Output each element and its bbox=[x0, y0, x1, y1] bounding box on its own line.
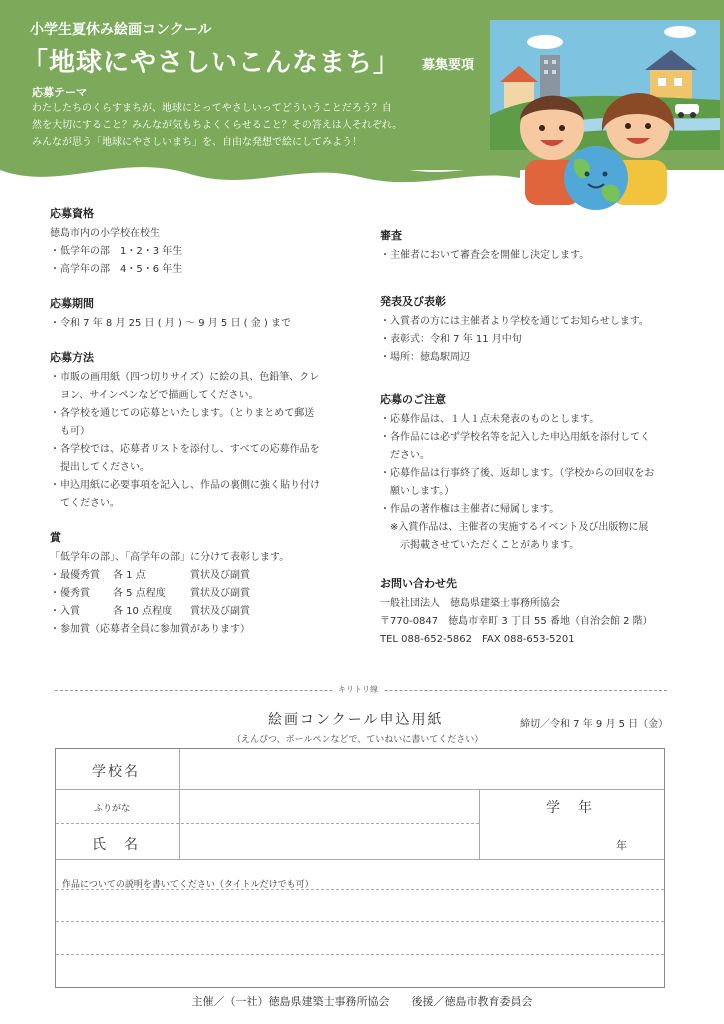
contact-section bbox=[380, 575, 680, 649]
method-line: てください。 bbox=[60, 498, 120, 509]
contest-subtitle: 小学生夏休み絵画コンクール bbox=[30, 22, 212, 38]
description-field[interactable] bbox=[57, 891, 663, 986]
application-form bbox=[55, 748, 665, 988]
announce-line: ・場所：徳島駅周辺 bbox=[380, 352, 470, 363]
eligibility-line: ・低学年の部 1・2・3 年生 bbox=[50, 246, 183, 257]
grade-field[interactable] bbox=[480, 823, 610, 858]
method-line: ・申込用紙に必要事項を記入し、作品の裏側に強く貼り付け bbox=[50, 480, 320, 491]
eligibility-line: 徳島市内の小学校在校生 bbox=[50, 228, 160, 239]
notes-line: ださい。 bbox=[390, 450, 430, 461]
prize-row bbox=[50, 567, 355, 585]
cut-line-label: キリトリ線 bbox=[332, 684, 384, 695]
notes-line: 願いします。） bbox=[390, 486, 455, 497]
method-line: ヨン、サインペンなどで描画してください。 bbox=[60, 390, 259, 401]
theme-line: わたしたちのくらすまちが、地球にとってやさしいってどういうことだろう？自 bbox=[32, 103, 392, 114]
prize-count: 各 1 点 bbox=[113, 570, 146, 581]
method-line: も可） bbox=[60, 426, 90, 437]
announce-line: ・入賞者の方には主催者より学校を通じてお知らせします。 bbox=[380, 316, 649, 327]
prize-count: 各 10 点程度 bbox=[113, 606, 173, 617]
notes-line: ・応募作品は行事終了後、返却します。（学校からの回収をお bbox=[380, 468, 655, 479]
children-earth-illustration bbox=[490, 20, 720, 215]
review-line: ・主催者において審査会を開催し決定します。 bbox=[380, 250, 590, 261]
method-line: ・各学校では、応募者リストを添付し、すべての応募作品を bbox=[50, 444, 320, 455]
notes-remark: ※入賞作品は、主催者の実施するイベント及び出版物に展 bbox=[390, 522, 649, 533]
theme-line: 然を大切にすること？みんなが気もちよくくらせること？その答えは人それぞれ。 bbox=[32, 120, 403, 131]
method-heading: 応募方法 bbox=[50, 351, 94, 364]
description-label: 作品についての説明を書いてください（タイトルだけでも可） bbox=[62, 880, 314, 890]
notes-line: ・各作品には必ず学校名等を記入した申込用紙を添付してく bbox=[380, 432, 650, 443]
prize-count: 各 5 点程度 bbox=[113, 588, 166, 599]
eligibility-section bbox=[50, 205, 355, 279]
period-section bbox=[50, 295, 355, 333]
school-name-field[interactable] bbox=[180, 750, 664, 788]
title-suffix: 募集要項 bbox=[422, 58, 475, 73]
notes-section bbox=[380, 391, 680, 555]
furigana-label: ふりがな bbox=[94, 804, 131, 814]
name-label: 氏 名 bbox=[92, 837, 140, 853]
method-line: 提出してください。 bbox=[60, 462, 150, 473]
period-line: ・令和 7 年 8 月 25 日 ( 月 ) 〜 9 月 5 日 ( 金 ) まで bbox=[50, 318, 291, 329]
notes-heading: 応募のご注意 bbox=[380, 393, 446, 406]
grade-label: 学 年 bbox=[546, 800, 594, 816]
prize-row bbox=[50, 585, 355, 603]
review-heading: 審査 bbox=[380, 229, 402, 242]
prize-heading: 賞 bbox=[50, 531, 61, 544]
method-line: ・市販の画用紙（四つ切りサイズ）に絵の具、色鉛筆、クレ bbox=[50, 372, 320, 383]
contact-line: 〒770-0847 徳島市幸町 3 丁目 55 番地（自治会館 2 階） bbox=[380, 616, 653, 627]
right-column bbox=[380, 227, 680, 665]
announce-section bbox=[380, 293, 680, 367]
announce-line: ・表彰式：令和 7 年 11 月中旬 bbox=[380, 334, 522, 345]
review-section bbox=[380, 227, 680, 265]
grade-unit: 年 bbox=[616, 839, 627, 852]
school-label: 学校名 bbox=[92, 764, 140, 780]
contact-line: TEL 088-652-5862 FAX 088-653-5201 bbox=[380, 634, 575, 645]
theme-line: みんなが思う「地球にやさしいまち」を、自由な発想で絵にしてみよう！ bbox=[32, 137, 362, 148]
theme-text bbox=[32, 100, 452, 151]
prize-award: 賞状及び副賞 bbox=[190, 570, 250, 581]
notes-line: ・応募作品は、１人１点未発表のものとします。 bbox=[380, 414, 600, 425]
prize-intro: 「低学年の部」、「高学年の部」に分けて表彰します。 bbox=[50, 552, 290, 563]
name-field[interactable] bbox=[180, 824, 478, 858]
notes-remark: 示掲載させていただくことがあります。 bbox=[400, 540, 580, 551]
form-deadline: 締切／令和 7 年 9 月 5 日（金） bbox=[520, 719, 669, 730]
left-column bbox=[50, 205, 355, 655]
form-note: （えんぴつ、ボールペンなどで、ていねいに書いてください） bbox=[232, 735, 484, 745]
furigana-field[interactable] bbox=[180, 790, 478, 822]
eligibility-heading: 応募資格 bbox=[50, 207, 94, 220]
prize-row bbox=[50, 603, 355, 621]
eligibility-line: ・高学年の部 4・5・6 年生 bbox=[50, 264, 183, 275]
method-section bbox=[50, 349, 355, 513]
prize-award: 賞状及び副賞 bbox=[190, 588, 250, 599]
prize-section bbox=[50, 529, 355, 639]
theme-heading: 応募テーマ bbox=[32, 86, 87, 99]
contact-line: 一般社団法人 徳島県建築士事務所協会 bbox=[380, 598, 560, 609]
announce-heading: 発表及び表彰 bbox=[380, 295, 446, 308]
period-heading: 応募期間 bbox=[50, 297, 94, 310]
prize-name: ・優秀賞 bbox=[50, 588, 90, 599]
footer-organizers: 主催／（一社）徳島県建築士事務所協会 後援／徳島市教育委員会 bbox=[191, 995, 533, 1008]
prize-name: ・入賞 bbox=[50, 606, 80, 617]
prize-award: 賞状及び副賞 bbox=[190, 606, 250, 617]
contact-heading: お問い合わせ先 bbox=[380, 577, 457, 590]
notes-line: ・作品の著作権は主催者に帰属します。 bbox=[380, 504, 560, 515]
row-divider bbox=[56, 859, 664, 860]
prize-extra: ・参加賞（応募者全員に参加賞があります） bbox=[50, 624, 250, 635]
prize-name: ・最優秀賞 bbox=[50, 570, 100, 581]
form-title: 絵画コンクール申込用紙 bbox=[268, 712, 444, 728]
method-line: ・各学校を通じての応募といたします。（とりまとめて郵送 bbox=[50, 408, 315, 419]
header-banner bbox=[0, 0, 724, 215]
contest-title: 「地球にやさしいこんなまち」 bbox=[22, 48, 401, 78]
